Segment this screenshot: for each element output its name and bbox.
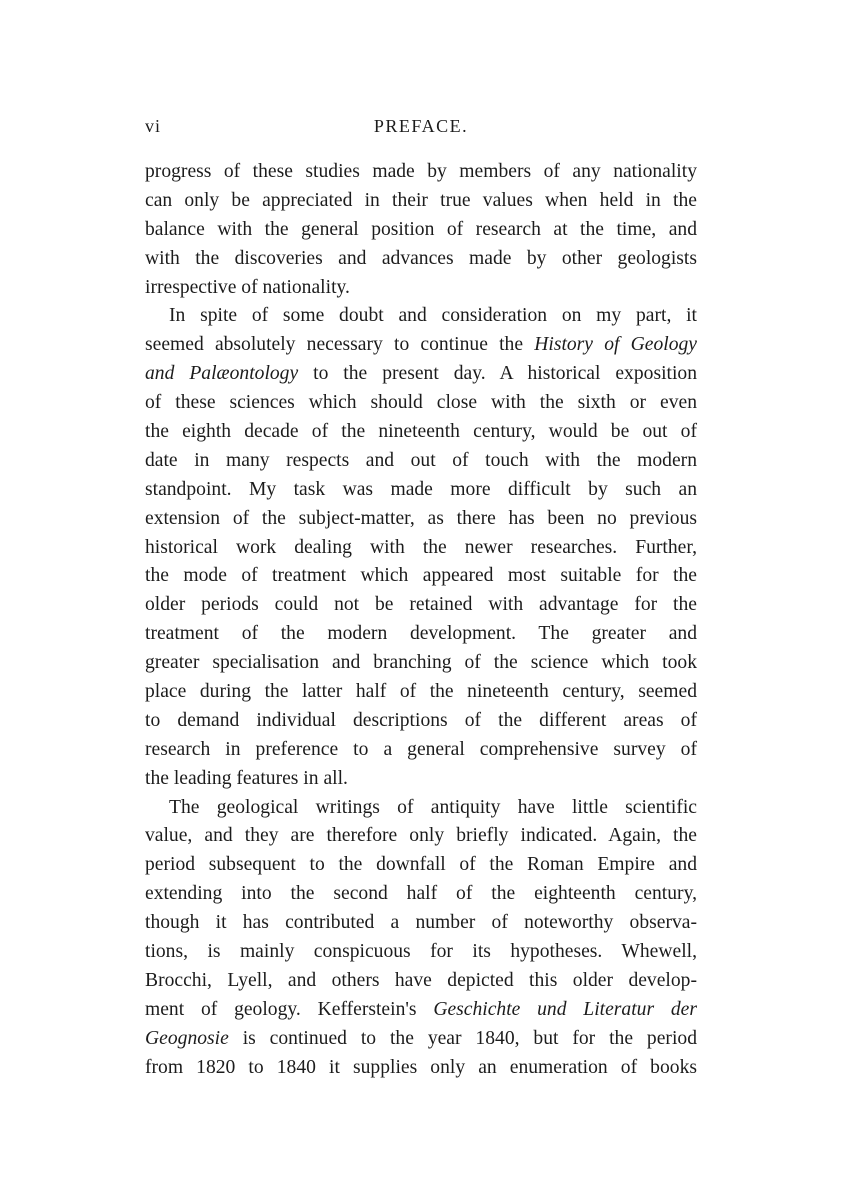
text-line: the mode of treatment which appeared most suitable for the [145,565,697,587]
text-line: with the discoveries and advances made by other geologists [145,247,697,269]
text-line: period subsequent to the downfall of the Roman Empire and [145,854,697,876]
italic-title: and Palæontology [145,363,299,385]
text-line: to demand individual descriptions of the different areas of [145,709,697,731]
running-title: PREFACE. [373,116,469,136]
text-line: balance with the general position of research at the time, and [145,218,697,240]
italic-title: History of Geology [534,334,697,356]
text-segment: ment of geology. Kefferstein's [145,998,434,1020]
text-line: place during the latter half of the nineteenth century, seemed [145,681,697,703]
page-number: vi [145,116,162,136]
text-line: value, and they are therefore only briefly indicated. Again, the [145,825,697,847]
text-line [145,360,697,389]
text-line: extending into the second half of the eighteenth century, [145,883,697,905]
text-line: In spite of some doubt and consideration on my part, it [169,305,697,327]
text-segment: seemed absolutely necessary to continue the [145,334,535,356]
text-segment: is continued to the year 1840, but for the period [228,1027,697,1049]
italic-title: Geognosie [145,1027,229,1049]
italic-title: Geschichte und Literatur der [433,998,697,1020]
text-line: research in preference to a general comprehensive survey of [145,738,697,760]
text-line: the leading features in all. [145,767,348,789]
body-text [145,158,697,1083]
text-line [145,996,697,1025]
text-line: of these sciences which should close with the sixth or even [145,392,697,414]
text-line: from 1820 to 1840 it supplies only an enumeration of books [145,1056,697,1078]
text-line: greater specialisation and branching of the science which took [145,652,697,674]
text-line: date in many respects and out of touch with the modern [145,449,697,471]
running-head [145,116,697,140]
text-line: standpoint. My task was made more difficult by such an [145,478,697,500]
text-line: extension of the subject-matter, as there has been no previous [145,507,697,529]
text-line: The geological writings of antiquity have little scientific [169,796,697,818]
text-line: historical work dealing with the newer researches. Further, [145,536,697,558]
text-line: irrespective of nationality. [145,276,350,298]
text-line: the eighth decade of the nineteenth century, would be out of [145,421,697,443]
text-line: though it has contributed a number of noteworthy observa- [145,912,697,934]
text-line: treatment of the modern development. The greater and [145,623,697,645]
text-line: can only be appreciated in their true values when held in the [145,189,697,211]
text-segment: to the present day. A historical exposition [298,363,697,385]
text-line: Brocchi, Lyell, and others have depicted this older develop- [145,969,697,991]
text-line: tions, is mainly conspicuous for its hypotheses. Whewell, [145,941,697,963]
text-line [145,331,697,360]
text-line: progress of these studies made by members of any nationality [145,161,697,182]
text-line [145,1025,697,1054]
text-line: older periods could not be retained with advantage for the [145,594,697,616]
